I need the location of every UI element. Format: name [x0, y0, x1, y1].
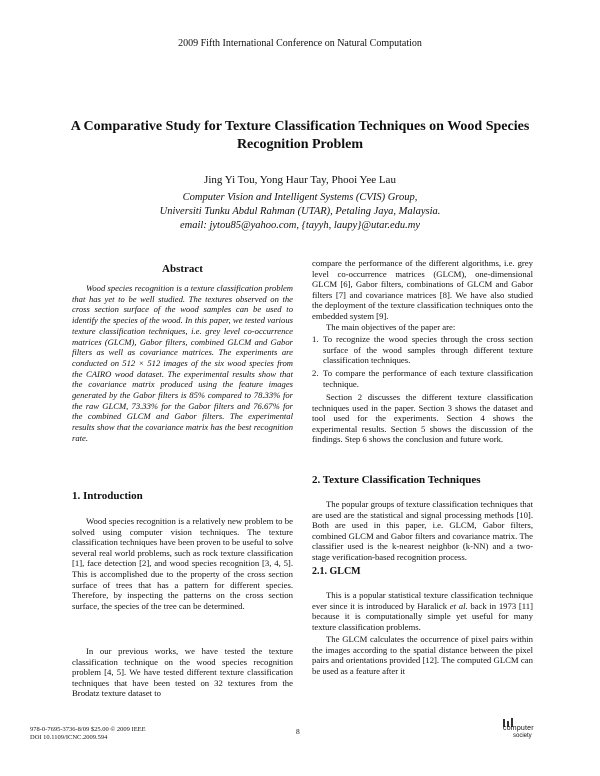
affiliation-line-1: Computer Vision and Intelligent Systems (CVIS) Group,: [182, 192, 418, 203]
affiliation-email: email: jytou85@yahoo.com, {tayyh, laupy}@utar.edu.my: [180, 220, 420, 231]
objective-number: 1.: [312, 334, 319, 344]
title-line-1: A Comparative Study for Texture Classification Techniques on Wood Species: [70, 119, 530, 134]
section-2-1-paragraph-1: [312, 590, 533, 632]
affiliation-line-2: Universiti Tunku Abdul Rahman (UTAR), Petaling Jaya, Malaysia.: [159, 206, 441, 217]
page-number: 8: [296, 727, 300, 736]
computer-society-logo: [500, 718, 560, 744]
objectives-intro: The main objectives of the paper are:: [326, 322, 456, 332]
logo-text-society: society: [513, 733, 532, 739]
conference-header: 2009 Fifth International Conference on Natural Computation: [178, 38, 422, 49]
glcm-text-part: back in 1973 [11] because it is computationally simple yet useful for many texture classification problems.: [312, 600, 534, 632]
author-list: Jing Yi Tou, Yong Haur Tay, Phooi Yee Lau: [204, 174, 396, 186]
sections-overview-paragraph: Section 2 discusses the different texture classification techniques used in the paper. Section 3 shows the dataset and tool used for the experiments. Section 4 shows the experimental results. Section 5 shows the discussion of the findings. Step 6 shows the conclusion and future work.: [312, 392, 533, 445]
objective-number: 2.: [312, 368, 319, 378]
intro-heading: 1. Introduction: [72, 490, 143, 502]
et-al-citation: et al.: [449, 600, 468, 611]
title-line-2: Recognition Problem: [236, 137, 364, 152]
objective-item: [312, 368, 533, 389]
objective-item: [312, 334, 533, 366]
abstract-heading: Abstract: [162, 263, 203, 275]
objective-text: To recognize the wood species through the cross section surface of the wood samples through different texture classification techniques.: [323, 334, 533, 366]
intro-paragraph-1: Wood species recognition is a relatively new problem to be solved using computer vision techniques. The texture classification techniques have been proven to be useful to solve several real world problems, such as rock texture classification [1], face detection [2], and wood species recognition [3, 4, 5]. This is accomplished due to the property of the cross section surface of trees that has a pattern for different species. Therefore, by inspecting the patterns on the cross section surface, the species of the tree can be determined.: [72, 516, 293, 611]
doi-line: DOI 10.1109/ICNC.2009.594: [30, 734, 108, 741]
intro-paragraph-2: In our previous works, we have tested the texture classification technique on the wood species recognition problem [4, 5]. We have tested different texture classification techniques that have been tested on 32 textures from the Brodatz texture dataset to: [72, 646, 293, 699]
footer-publication-info: [30, 726, 146, 742]
abstract-text: Wood species recognition is a texture classification problem that has yet to be well studied. The textures observed on the cross section surface of the wood samples can be used to identify the species of the wood. In this paper, we tested various texture classification techniques, i.e. grey level co-occurrence matrices (GLCM), Gabor filters, combined GLCM and Gabor filters as well as covariance matrices. The experiments are conducted on 512 × 512 images of the six wood species from the CAIRO wood dataset. The experimental results show that the covariance matrix produced using the feature images generated by the Gabor filters is 85% compared to 78.33% for the raw GLCM, 73.33% for the Gabor filters and 76.67% for the combined GLCM and Gabor filters. The experimental results show that the covariance matrix has the best recognition rate.: [72, 283, 293, 443]
section-2-1-heading: 2.1. GLCM: [312, 566, 361, 577]
intro-continued-paragraph: compare the performance of the different algorithms, i.e. grey level co-occurrence matrices (GLCM), one-dimensional GLCM [6], Gabor filters, combinations of GLCM and Gabor filters [7] and covariance matrices [8]. We have also studied the deployment of the texture classification techniques onto the embedded system [9].: [312, 258, 533, 321]
glcm-text-part: This is a popular statistical texture classification technique ever since it is introduced by Haralick: [312, 590, 533, 611]
isbn-line: 978-0-7695-3736-8/09 $25.00 © 2009 IEEE: [30, 726, 146, 733]
paper-title: [62, 118, 538, 154]
section-2-1-paragraph-2: The GLCM calculates the occurrence of pixel pairs within the images according to the spatial distance between the pixel pairs and orientations provided [12]. The computed GLCM can be used as a feature after it: [312, 634, 533, 676]
section-2-heading: 2. Texture Classification Techniques: [312, 474, 481, 486]
objective-text: To compare the performance of each texture classification technique.: [323, 368, 533, 389]
logo-text-computer: computer: [503, 725, 534, 732]
section-2-paragraph: The popular groups of texture classification techniques that are used are the statistical and signal processing methods [10]. Both are used in this paper, i.e. GLCM, Gabor filters, combined GLCM and Gabor filters and covariance matrix. The classifier used is the k-nearest neighbor (k-NN) and a two-stage verification-based recognition process.: [312, 499, 533, 562]
